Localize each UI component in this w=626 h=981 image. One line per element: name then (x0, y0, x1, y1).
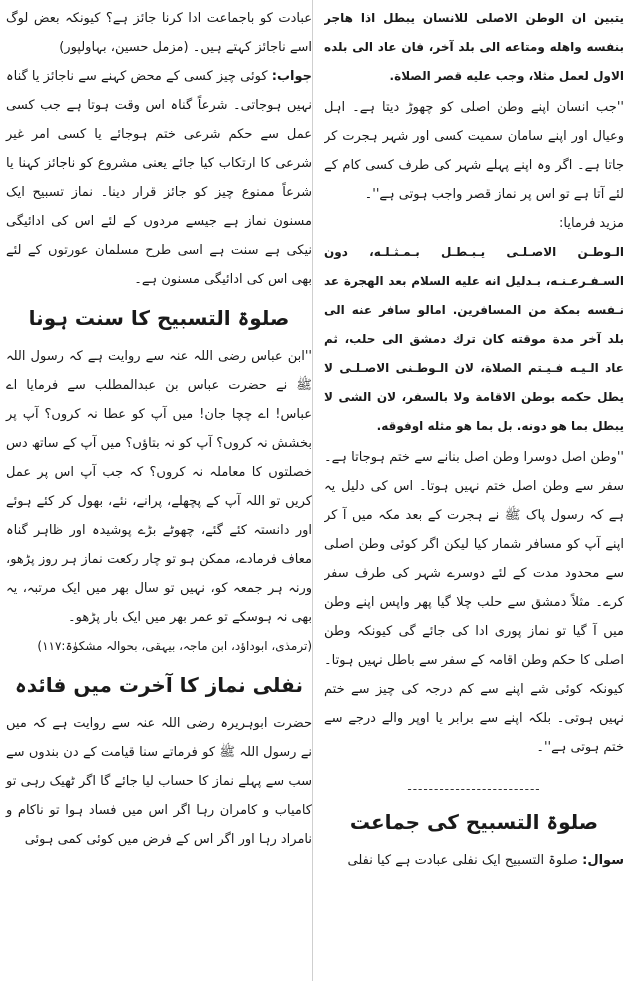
further-said-label: مزید فرمایا: (559, 216, 624, 231)
question-continuation: عبادت کو باجماعت ادا کرنا جائز ہے؟ کیونکہ بعض لوگ اسے ناجائز کہتے ہیں۔ (مزمل حسین، بہاولپور) (6, 11, 312, 55)
hadith-abu-hurairah: حضرت ابوہریرہ رضی اللہ عنہ سے روایت ہے کہ میں نے رسول اللہ ﷺ کو فرماتے سنا قیامت کے دن بندوں سے سب سے پہلے نماز کا حساب لیا جائے گا اگر ٹھیک رہی تو کامیاب و کامران رہا اگر اس میں فساد ہوا تو ناکام و نامراد رہا اور اگر اس کے فرض میں کوئی کمی ہوئی (6, 716, 312, 847)
left-column (0, 0, 312, 981)
column-rule (312, 0, 313, 981)
arabic-quote-2: الـوطـن الاصـلـى يـبـطـل بـمـثـلـه، دون السـفـرعـنـه، بـدليل انه عليه السلام بعد الهجرة عد نـفسه بمكة من المسافرين. امالو سافر عنه الى بلد آخر مدة موقته كان ترك دمشق الى حلب، ثم عاد الـيـه فـيـتم الصلاة، لان الـوطـنى الاصـلـى لا يطل حكمه بوطن الاقامة ولا بالسفر، لان الشى لا يبطل بما هو دونه. بل بما هو مثله اوفوقه. (324, 245, 624, 433)
section-heading-nafl-benefit: نفلی نماز کا آخرت میں فائدہ (15, 673, 303, 697)
answer-label: جواب: (271, 69, 312, 84)
urdu-translation-1: ''جب انسان اپنے وطن اصلی کو چھوڑ دیتا ہے۔ اہل وعیال اور اپنے سامان سمیت کسی اور شہر ہجرت کر جاتا ہے۔ اگر وہ اپنے پہلے شہر کی طرف کسی کام کے لئے آتا ہے تو اس پر نماز قصر واجب ہوتی ہے''۔ (324, 100, 624, 202)
question-text: صلوۃ التسبیح ایک نفلی عبادت ہے کیا نفلی (347, 853, 578, 868)
hadith-reference: (ترمذی، ابوداؤد، ابن ماجہ، بیہقی، بحوالہ مشکوٰۃ:۱۱۷) (37, 639, 312, 653)
question-paragraph (324, 846, 624, 875)
hadith-ibn-abbas: ''ابن عباس رضی اللہ عنہ سے روایت ہے کہ رسول اللہ ﷺ نے حضرت عباس بن عبدالمطلب سے فرمایا اے عباس! اے چچا جان! میں آپ کو عطا نہ کروں؟ آپ پر بخشش نہ کروں؟ آپ کو نہ بتاؤں؟ میں آپ کے ساتھ دس خصلتوں کا معاملہ نہ کروں؟ کہ جب آپ اس پر عمل کریں تو اللہ آپ کے پچھلے، پرانے، نئے، بھول کر کئے ہوئے اور دانستہ کئے گئے، چھوٹے بڑے پوشیدہ اور ظاہر گناہ معاف فرمادے، ممکن ہو تو چار رکعت نماز ہر روز پڑھو، ورنہ ہر جمعہ کو، نہیں تو سال بھر میں ایک مرتبہ، یہ بھی نہ ہوسکے تو عمر بھر میں ایک بار پڑھو۔ (6, 349, 312, 625)
section-heading-sunnah: صلوۃ التسبیح کا سنت ہونا (28, 306, 290, 330)
section-heading-jamaat: صلوۃ التسبیح کی جماعت (349, 810, 599, 834)
urdu-translation-2: ''وطن اصل دوسرا وطن اصل بنانے سے ختم ہوجاتا ہے۔ سفر سے وطن اصل ختم نہیں ہوتا۔ اس کی دلیل یہ ہے کہ رسول پاک ﷺ نے ہجرت کے بعد مکہ میں آ کر اپنے آپ کو مسافر شمار کیا لیکن اگر کوئی وطن اصلی سے محدود مدت کے لئے دوسرے شہر کی طرف سفر کرے۔ مثلاً دمشق سے حلب چلا گیا پھر واپس اپنے وطن میں آ گیا تو نماز پوری ادا کی جائے گی کیونکہ وطن اصلی کا حکم وطن اقامہ کے سفر سے باطل نہیں ہوتا۔ کیونکہ کوئی شے اپنے سے کم درجہ کی چیز سے ختم نہیں ہوتی۔ بلکہ اپنے سے برابر یا اوپر والے درجے سے ختم ہوتی ہے''۔ (324, 450, 624, 755)
right-column (324, 0, 626, 981)
answer-text: کوئی چیز کسی کے محض کہنے سے ناجائز یا گناہ نہیں ہوجاتی۔ شرعاً گناہ اس وقت ہوتا ہے جب کسی عمل سے حکم شرعی ختم ہوجائے یا کسی امر غیر شرعی کا ارتکاب کیا جائے یعنی مشروع کو ناجائز کہنا یا شرعاً ممنوع چیز کو جائز قرار دینا۔ نماز تسبیح ایک مسنون نماز ہے جیسے مردوں کے لئے اس کی ادائیگی نیکی ہے سنت ہے اسی طرح مسلمان عورتوں کے لئے بھی اس کی ادائیگی مسنون ہے۔ (6, 69, 312, 287)
section-divider: ------------------------- (407, 782, 541, 796)
arabic-quote-1: يتبين ان الوطن الاصلى للانسان يبطل اذا هاجر بنفسه واهله ومتاعه الى بلد آخر، فان عاد الى بلده الاول لعمل مثلا، وجب عليه قصر الصلاة. (324, 11, 624, 83)
answer-paragraph (6, 62, 312, 294)
question-label: سوال: (582, 853, 624, 868)
